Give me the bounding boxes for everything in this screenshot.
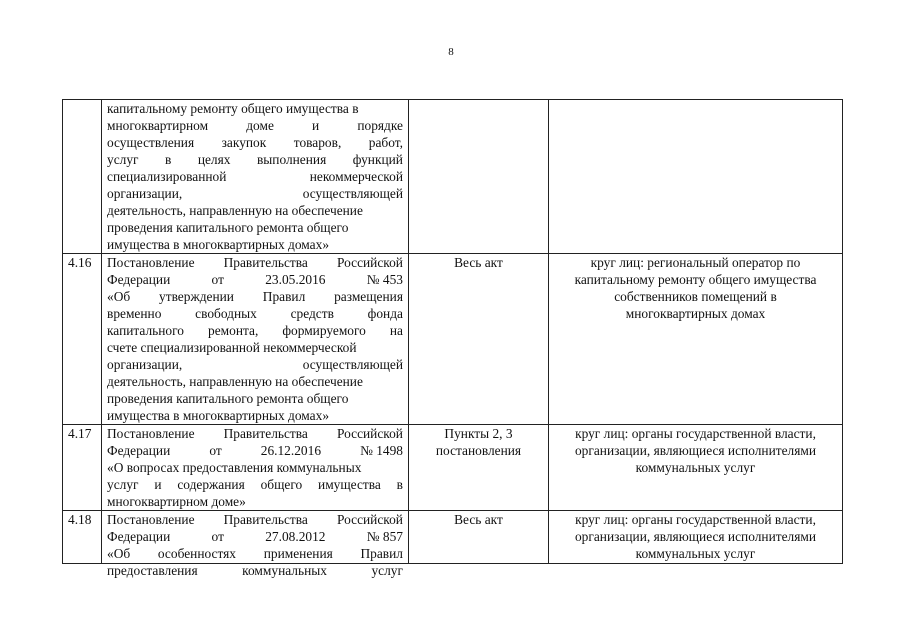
scope-cell	[409, 425, 549, 511]
word: Федерации	[107, 272, 171, 287]
word: общего	[260, 477, 303, 492]
circle-text-line: многоквартирных домах	[625, 306, 766, 321]
act-text-line	[107, 305, 403, 322]
circle-text-line: собственников помещений в	[614, 289, 777, 304]
word: в	[396, 477, 403, 492]
word: 23.05.2016	[265, 272, 326, 287]
circle-of-persons-cell	[549, 425, 843, 511]
word: от	[211, 529, 224, 544]
scope-text-line: Весь акт	[454, 512, 503, 527]
scope-cell	[409, 100, 549, 254]
act-text-line	[107, 425, 403, 442]
word: 26.12.2016	[260, 443, 322, 458]
word: свободных	[195, 306, 257, 321]
word: многоквартирном	[107, 118, 209, 133]
circle-text-line: организации, являющиеся исполнителями	[574, 443, 817, 458]
act-text-line: многоквартирном доме»	[107, 494, 246, 509]
table-row	[63, 100, 843, 254]
word: закупок	[221, 135, 267, 150]
word: содержания	[177, 477, 245, 492]
word: выполнения	[256, 152, 327, 167]
circle-of-persons-cell	[549, 254, 843, 425]
word: в	[165, 152, 172, 167]
word: формируемого	[282, 323, 366, 338]
act-text-line: «О вопросах предоставления коммунальных	[107, 460, 362, 475]
word: Постановление	[107, 512, 195, 527]
legal-acts-table	[62, 99, 843, 578]
circle-of-persons-cell	[549, 511, 843, 564]
word: услуг	[107, 477, 139, 492]
word: порядке	[357, 118, 403, 133]
legal-act-cell	[102, 254, 409, 425]
act-text-line	[107, 117, 403, 134]
word: целях	[197, 152, 231, 167]
table-row	[63, 254, 843, 425]
row-number: 4.17	[63, 425, 102, 511]
act-text-line	[107, 562, 403, 579]
scope-text-line: Пункты 2, 3	[444, 426, 513, 441]
word: Постановление	[107, 426, 195, 441]
word: некоммерческой	[309, 169, 403, 184]
word: Федерации	[107, 443, 171, 458]
table-body	[63, 100, 843, 578]
word: применения	[263, 546, 333, 561]
circle-of-persons-cell	[549, 100, 843, 254]
act-text-line: имущества в многоквартирных домах»	[107, 408, 330, 423]
word: Правительства	[223, 426, 308, 441]
word: Российской	[336, 512, 403, 527]
word: Федерации	[107, 529, 171, 544]
word: товаров,	[293, 135, 342, 150]
word: капитального	[107, 323, 184, 338]
word: и	[312, 118, 320, 133]
act-text-line	[107, 528, 403, 545]
cell-clip	[107, 511, 403, 578]
act-text-line	[107, 476, 403, 493]
legal-act-cell	[102, 425, 409, 511]
word: на	[389, 323, 403, 338]
act-text-line: проведения капитального ремонта общего	[107, 220, 349, 235]
act-text-line	[107, 254, 403, 271]
word: Российской	[336, 426, 403, 441]
word: от	[211, 272, 224, 287]
act-text-line: имущества в многоквартирных домах»	[107, 237, 330, 252]
word: осуществления	[107, 135, 195, 150]
circle-text-line: коммунальных услуг	[635, 460, 756, 475]
act-text-line	[107, 134, 403, 151]
row-number: 4.16	[63, 254, 102, 425]
word: Правительства	[223, 512, 308, 527]
word: «Об	[107, 289, 131, 304]
act-text-line	[107, 288, 403, 305]
word: Российской	[336, 255, 403, 270]
scope-cell	[409, 254, 549, 425]
word: «Об	[107, 546, 131, 561]
word: осуществляющей	[302, 186, 403, 201]
word: организации,	[107, 186, 183, 201]
page-number: 8	[448, 46, 454, 58]
circle-text-line: круг лиц: органы государственной власти,	[575, 512, 816, 527]
scope-text-line: Весь акт	[454, 255, 503, 270]
legal-act-cell	[102, 511, 409, 578]
word: Правил	[262, 289, 306, 304]
word: коммунальных	[242, 563, 327, 578]
word: особенностях	[157, 546, 236, 561]
word: Правил	[360, 546, 403, 561]
word: средств	[290, 306, 334, 321]
legal-act-cell	[102, 100, 409, 254]
act-text-line: деятельность, направленную на обеспечение	[107, 203, 363, 218]
row-number: 4.18	[63, 511, 102, 564]
act-text-line	[107, 185, 403, 202]
word: функций	[352, 152, 403, 167]
word: имущества	[318, 477, 381, 492]
word: доме	[246, 118, 274, 133]
act-text-line	[107, 511, 403, 528]
circle-text-line: коммунальных услуг	[635, 546, 756, 561]
word: от	[209, 443, 222, 458]
act-text-line	[107, 151, 403, 168]
circle-text-line: организации, являющиеся исполнителями	[574, 529, 817, 544]
word: услуг	[107, 152, 139, 167]
word: № 857	[366, 529, 403, 544]
table-row	[63, 425, 843, 511]
word: № 1498	[360, 443, 403, 458]
table-row	[63, 511, 843, 564]
act-text-line	[107, 545, 403, 562]
circle-text-line: круг лиц: органы государственной власти,	[575, 426, 816, 441]
scope-text-line: постановления	[435, 443, 522, 458]
circle-text-line: капитальному ремонту общего имущества	[574, 272, 817, 287]
word: предоставления	[107, 563, 198, 578]
word: специализированной	[107, 169, 227, 184]
act-text-line: счете специализированной некоммерческой	[107, 340, 357, 355]
act-text-line	[107, 168, 403, 185]
word: работ,	[368, 135, 403, 150]
act-text-line	[107, 271, 403, 288]
word: 27.08.2012	[265, 529, 326, 544]
word: организации,	[107, 357, 183, 372]
word: и	[154, 477, 162, 492]
word: размещения	[334, 289, 403, 304]
act-text-line	[107, 442, 403, 459]
act-text-line	[107, 356, 403, 373]
word: временно	[107, 306, 162, 321]
word: № 453	[366, 272, 403, 287]
row-number	[63, 100, 102, 254]
word: Правительства	[223, 255, 308, 270]
act-text-line: деятельность, направленную на обеспечение	[107, 374, 363, 389]
word: Постановление	[107, 255, 195, 270]
scope-cell	[409, 511, 549, 564]
word: утверждении	[159, 289, 234, 304]
act-text-line: проведения капитального ремонта общего	[107, 391, 349, 406]
word: фонда	[367, 306, 403, 321]
word: осуществляющей	[302, 357, 403, 372]
circle-text-line: круг лиц: региональный оператор по	[590, 255, 801, 270]
act-text-line	[107, 322, 403, 339]
word: услуг	[371, 563, 403, 578]
act-text-line: капитальному ремонту общего имущества в	[107, 101, 359, 116]
word: ремонта,	[208, 323, 259, 338]
